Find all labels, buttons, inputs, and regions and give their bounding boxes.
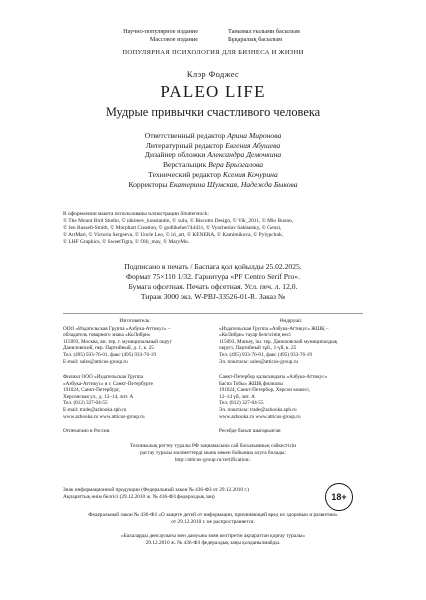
law-note-ru (30, 512, 396, 526)
credits-list (0, 131, 426, 189)
manufacturer-line: 115093, Мәскеу, іш. тер. Даниловский муниципалдық (219, 338, 338, 345)
book-subtitle: Мудрые привычки счастливого человека (105, 105, 321, 119)
age-rating-badge: 18+ (325, 483, 353, 511)
credit-role: Верстальщик (162, 160, 209, 170)
manufacturer-line: 115093, Москва, вн. тер. г. муниципальный округ (63, 338, 172, 345)
print-details (0, 262, 426, 302)
branch-websites: www.azbooka.ru www.atticus-group.ru (63, 413, 145, 420)
illustration-credits-line: © Jen Russell-Smith, © Morphart Creation, © godlikeher744431, © Vyacheslav Sakhatsky, © Genzi, (63, 225, 282, 231)
edition-type-header (0, 28, 426, 44)
branch-line: Тел. (812) 327-04-55 (63, 400, 108, 407)
illustration-credits (63, 211, 363, 246)
illustration-credits-line: © LHF Graphics, © SweetTigra, © Olli_may, © MaryMo. (63, 239, 190, 245)
credit-line (0, 150, 426, 160)
manufacturer-heading: Изготовитель: (119, 318, 151, 324)
branch-websites: www.azbooka.ru www.atticus-group.ru (219, 413, 301, 420)
divider (63, 313, 363, 314)
series-name: ПОПУЛЯРНАЯ ПСИХОЛОГИЯ ДЛЯ БИЗНЕСА И ЖИЗНИ (122, 49, 304, 56)
branch-line: Санкт-Петербор қаласындағы «Азбука-Аттикус» (219, 374, 328, 380)
credit-role: Ответственный редактор (144, 131, 228, 140)
manufacturer-line: «Издательская Группа «Азбука-Аттикус» ЖШҚ – (219, 325, 329, 332)
branch-block (63, 374, 363, 420)
credit-line (0, 170, 426, 180)
law-note-kz (63, 533, 363, 547)
manufacturer-line: E-mail: sales@atticus-group.ru (63, 358, 128, 365)
printed-in-kz: Ресейде басып шығарылған (219, 428, 281, 434)
branch-line: 191024, Санкт-Петербург, (63, 387, 120, 394)
manufacturer-line: Тел. (495) 933-76-01, факс (495) 933-76-19 (219, 351, 312, 358)
credit-line (0, 160, 426, 170)
manufacturer-line: Тел. (495) 933-76-01, факс (495) 933-76-19 (63, 351, 156, 358)
manufacturer-line: ООО «Издательская Группа «Азбука-Аттикус» – (63, 325, 171, 332)
book-title: PALEO LIFE (160, 82, 266, 101)
law-line: Федеральный закон № 436-ФЗ «О защите детей от информации, причиняющей вред их здоровью и развитию» (88, 512, 338, 518)
edition-type-kz-line: Бұқаралық басылым (228, 36, 283, 43)
certification-line: Техникалық реттеу туралы РФ заңнамасына сай басылымның сәйкестігін (130, 443, 296, 449)
branch-line: Херсонская ул., д. 12–14, лит. А (63, 393, 134, 400)
print-details-line: Бумага офсетная. Печать офсетная. Усл. печ. л. 12,0. (128, 282, 298, 291)
branch-line: 12–14 үй, лит. А (219, 393, 255, 400)
printed-in-ru: Отпечатано в России. (63, 428, 111, 434)
credit-person: Ксения Кочурина (222, 169, 278, 179)
manufacturer-line: обладатель товарного знака «КоЛибри» (63, 332, 151, 339)
branch-line: E-mail: trade@azbooka.spb.ru (63, 406, 127, 413)
credit-person: Екатерина Шумская, Надежда Быкова (169, 179, 298, 189)
age-sign-line: Ақпараттық өнім белгісі (29.12.2010 ж. № 436-ФЗ федералдық заң) (63, 493, 215, 500)
manufacturer-line: «КоЛибри» тауар белгісінің иесі (219, 332, 291, 339)
credit-role: Корректоры (128, 179, 170, 189)
credit-line (0, 131, 426, 141)
illustration-credits-line: © The Mount Bird Studio, © nikiteev_konstantin, © xulu, © Biscotto Design, © Vik_2011, © Mio Buono, (63, 218, 294, 224)
edition-type-kz (228, 28, 328, 44)
branch-ru (63, 374, 207, 420)
print-details-line: Тираж 3000 экз. W-PBJ-33526-01-R. Заказ № (140, 292, 286, 301)
branch-line: Баспа Тобы» ЖШҚ филиалы (219, 380, 283, 387)
manufacturer-line: Даниловский, пер. Партийный, д. 1, к. 25 (63, 345, 154, 352)
edition-type-ru-line: Массовое издание (149, 36, 198, 43)
credit-role: Литературный редактор (145, 140, 226, 150)
illustration-credits-line: © ArtMari, © Victoria Sergeeva, © Uncle Leo, © iri_art, © KENERA, © Kamimikova, © Pylypchuk, (63, 232, 284, 238)
manufacturer-line: Эл. поштасы: sales@atticus-group.ru (219, 358, 298, 365)
credit-role: Дизайнер обложки (144, 150, 208, 160)
certification-url: http://atticus-group.ru/certification/. (174, 456, 252, 463)
certification-note (63, 443, 363, 463)
credit-line (0, 141, 426, 151)
branch-kz (219, 374, 363, 420)
credit-role: Технический редактор (148, 169, 223, 179)
credit-person: Евгения Абушева (225, 140, 281, 150)
law-line: «Балаларды денсаулығы мен дамуына зиян келтіретін ақпараттан қорғау туралы» (120, 533, 306, 539)
age-sign-note (63, 487, 303, 501)
author-name: Клэр Фоджес (186, 69, 240, 79)
branch-line: Филиал ООО «Издательская Группа (63, 374, 144, 380)
manufacturer-block (63, 318, 363, 365)
manufacturer-ru (63, 318, 207, 365)
credit-person: Арина Миронова (227, 131, 282, 140)
law-line: 29.12.2010 ж. № 436-ФЗ федералдық заңы қолданылмайды. (145, 539, 281, 546)
manufacturer-line: округі, Партийный тұй., 1-үй, к. 25 (219, 345, 297, 352)
credit-person: Александра Демочкина (207, 150, 282, 160)
branch-line: Эл. поштасы: trade@azbooka.spb.ru (219, 406, 297, 413)
print-details-line: Формат 75×110 1/32. Гарнитура «PF Centro Serif Pro». (126, 272, 300, 281)
age-sign-line: Знак информационной продукции (Федеральный закон № 436-ФЗ от 29.12.2010 г.) (63, 487, 250, 493)
printed-in-block (63, 428, 363, 435)
edition-type-ru-line: Научно-популярное издание (123, 28, 198, 35)
credit-line (0, 180, 426, 190)
illustration-credits-line: В оформлении макета использованы иллюстрации Shutterstock: (63, 211, 209, 217)
branch-line: 191024, Санкт-Петербор, Херсон көшесі, (219, 387, 310, 394)
branch-line: «Азбука-Аттикус» в г. Санкт-Петербурге (63, 380, 153, 387)
credit-person: Вера Брызгалова (208, 160, 264, 170)
certification-line: растау туралы мәліметтерді мына мекен бойынша алуға болады: (140, 449, 286, 456)
print-details-line: Подписано в печать / Баспаға қол қойылды 25.02.2025. (124, 262, 302, 271)
edition-type-ru (98, 28, 198, 44)
law-line: от 29.12.2010 г. не распространяется. (171, 518, 255, 525)
branch-line: Тел. (812) 327-04-55 (219, 400, 264, 407)
manufacturer-kz (219, 318, 363, 365)
manufacturer-heading: Өндіруші: (279, 318, 303, 324)
edition-type-kz-line: Танымал ғылыми басылым (228, 28, 300, 35)
